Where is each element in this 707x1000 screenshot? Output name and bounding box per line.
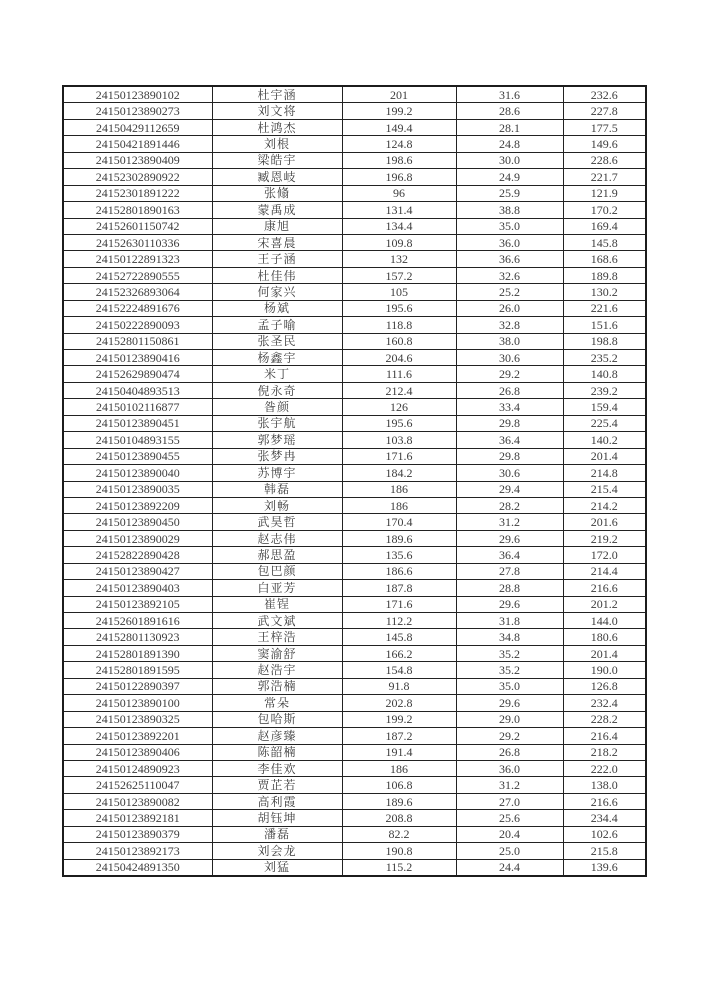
- table-cell-total: 139.6: [563, 859, 646, 876]
- table-cell-exam_id: 24150123890273: [63, 103, 212, 119]
- table-cell-score2: 28.8: [456, 580, 563, 596]
- table-cell-name: 赵浩宇: [212, 662, 342, 678]
- table-row: [63, 317, 646, 333]
- table-cell-total: 102.6: [563, 826, 646, 842]
- table-cell-score1: 187.8: [342, 580, 456, 596]
- table-cell-score2: 32.6: [456, 267, 563, 283]
- table-cell-score2: 31.2: [456, 777, 563, 793]
- table-cell-name: 刘根: [212, 136, 342, 152]
- table-cell-score2: 35.2: [456, 645, 563, 661]
- table-cell-exam_id: 24150123890409: [63, 152, 212, 168]
- table-cell-exam_id: 24150123890427: [63, 563, 212, 579]
- table-cell-total: 222.0: [563, 760, 646, 776]
- table-cell-name: 昝颜: [212, 399, 342, 415]
- table-cell-name: 杜鸿杰: [212, 119, 342, 135]
- table-cell-score1: 154.8: [342, 662, 456, 678]
- table-cell-score2: 30.0: [456, 152, 563, 168]
- table-cell-name: 陈韶楠: [212, 744, 342, 760]
- table-cell-score2: 28.2: [456, 497, 563, 513]
- table-cell-name: 武昊哲: [212, 514, 342, 530]
- table-cell-score2: 25.6: [456, 810, 563, 826]
- table-cell-score1: 115.2: [342, 859, 456, 876]
- table-cell-exam_id: 24150123890406: [63, 744, 212, 760]
- table-cell-exam_id: 24152302890922: [63, 169, 212, 185]
- table-cell-score1: 198.6: [342, 152, 456, 168]
- score-table-body: [63, 86, 646, 876]
- table-cell-name: 倪永奇: [212, 382, 342, 398]
- table-cell-total: 121.9: [563, 185, 646, 201]
- table-cell-name: 苏博宇: [212, 465, 342, 481]
- table-cell-name: 王梓浩: [212, 629, 342, 645]
- table-row: [63, 267, 646, 283]
- table-row: [63, 234, 646, 250]
- table-cell-total: 215.4: [563, 481, 646, 497]
- table-cell-exam_id: 24152822890428: [63, 547, 212, 563]
- table-cell-exam_id: 24150122891323: [63, 251, 212, 267]
- table-cell-score1: 111.6: [342, 366, 456, 382]
- table-cell-name: 杨鑫宇: [212, 350, 342, 366]
- table-row: [63, 465, 646, 481]
- table-cell-exam_id: 24150102116877: [63, 399, 212, 415]
- table-cell-name: 窦渝舒: [212, 645, 342, 661]
- table-cell-score2: 29.0: [456, 711, 563, 727]
- table-cell-score2: 25.2: [456, 284, 563, 300]
- table-cell-exam_id: 24150123890035: [63, 481, 212, 497]
- table-cell-score1: 212.4: [342, 382, 456, 398]
- table-cell-name: 张梦冉: [212, 448, 342, 464]
- table-row: [63, 629, 646, 645]
- table-cell-total: 169.4: [563, 218, 646, 234]
- table-row: [63, 514, 646, 530]
- table-cell-name: 包巴颜: [212, 563, 342, 579]
- table-cell-name: 王子涵: [212, 251, 342, 267]
- table-cell-total: 190.0: [563, 662, 646, 678]
- table-cell-score2: 30.6: [456, 350, 563, 366]
- table-cell-exam_id: 24150222890093: [63, 317, 212, 333]
- table-cell-exam_id: 24150429112659: [63, 119, 212, 135]
- table-cell-score1: 202.8: [342, 695, 456, 711]
- table-cell-score1: 160.8: [342, 333, 456, 349]
- score-table: [62, 85, 647, 877]
- table-cell-score1: 186: [342, 760, 456, 776]
- table-cell-total: 227.8: [563, 103, 646, 119]
- table-cell-total: 232.6: [563, 86, 646, 103]
- table-cell-total: 214.2: [563, 497, 646, 513]
- table-cell-exam_id: 24152301891222: [63, 185, 212, 201]
- table-cell-total: 235.2: [563, 350, 646, 366]
- table-cell-score1: 189.6: [342, 793, 456, 809]
- table-cell-exam_id: 24152801890163: [63, 202, 212, 218]
- table-cell-name: 崔锃: [212, 596, 342, 612]
- table-cell-name: 刘畅: [212, 497, 342, 513]
- table-row: [63, 711, 646, 727]
- table-cell-score1: 134.4: [342, 218, 456, 234]
- table-cell-total: 145.8: [563, 234, 646, 250]
- table-cell-name: 刘会龙: [212, 843, 342, 859]
- table-row: [63, 382, 646, 398]
- table-cell-score2: 28.1: [456, 119, 563, 135]
- table-cell-score2: 27.8: [456, 563, 563, 579]
- table-cell-score1: 149.4: [342, 119, 456, 135]
- table-cell-name: 包哈斯: [212, 711, 342, 727]
- table-cell-name: 杨斌: [212, 300, 342, 316]
- table-cell-score2: 31.2: [456, 514, 563, 530]
- table-row: [63, 530, 646, 546]
- table-row: [63, 202, 646, 218]
- table-cell-name: 宋喜晨: [212, 234, 342, 250]
- table-cell-score2: 26.8: [456, 382, 563, 398]
- table-row: [63, 119, 646, 135]
- table-cell-total: 201.4: [563, 448, 646, 464]
- table-cell-total: 215.8: [563, 843, 646, 859]
- table-row: [63, 843, 646, 859]
- table-cell-exam_id: 24152630110336: [63, 234, 212, 250]
- table-cell-total: 180.6: [563, 629, 646, 645]
- table-cell-score2: 29.2: [456, 366, 563, 382]
- table-cell-total: 201.6: [563, 514, 646, 530]
- table-row: [63, 218, 646, 234]
- table-cell-score2: 25.0: [456, 843, 563, 859]
- table-cell-total: 126.8: [563, 678, 646, 694]
- table-cell-name: 常朵: [212, 695, 342, 711]
- table-cell-name: 韩磊: [212, 481, 342, 497]
- table-cell-total: 221.6: [563, 300, 646, 316]
- table-cell-total: 214.4: [563, 563, 646, 579]
- table-cell-score1: 187.2: [342, 728, 456, 744]
- table-cell-score1: 109.8: [342, 234, 456, 250]
- table-cell-score2: 38.8: [456, 202, 563, 218]
- table-cell-exam_id: 24150123892209: [63, 497, 212, 513]
- table-cell-score1: 208.8: [342, 810, 456, 826]
- table-cell-score1: 186: [342, 497, 456, 513]
- table-cell-total: 228.2: [563, 711, 646, 727]
- table-cell-score1: 184.2: [342, 465, 456, 481]
- table-cell-name: 张宇航: [212, 415, 342, 431]
- table-cell-exam_id: 24152326893064: [63, 284, 212, 300]
- table-cell-score2: 36.4: [456, 547, 563, 563]
- table-row: [63, 333, 646, 349]
- table-row: [63, 366, 646, 382]
- table-cell-exam_id: 24150123890082: [63, 793, 212, 809]
- table-cell-total: 201.2: [563, 596, 646, 612]
- table-cell-name: 何家兴: [212, 284, 342, 300]
- table-cell-total: 189.8: [563, 267, 646, 283]
- table-row: [63, 350, 646, 366]
- table-row: [63, 859, 646, 876]
- table-row: [63, 251, 646, 267]
- table-cell-total: 219.2: [563, 530, 646, 546]
- table-row: [63, 728, 646, 744]
- table-cell-total: 151.6: [563, 317, 646, 333]
- table-row: [63, 399, 646, 415]
- table-cell-exam_id: 24152722890555: [63, 267, 212, 283]
- table-cell-name: 赵彦臻: [212, 728, 342, 744]
- table-row: [63, 169, 646, 185]
- table-cell-exam_id: 24152801150861: [63, 333, 212, 349]
- table-cell-name: 刘猛: [212, 859, 342, 876]
- table-cell-name: 郭浩楠: [212, 678, 342, 694]
- table-cell-total: 149.6: [563, 136, 646, 152]
- table-row: [63, 497, 646, 513]
- table-cell-exam_id: 24150123890451: [63, 415, 212, 431]
- table-row: [63, 596, 646, 612]
- table-row: [63, 136, 646, 152]
- table-cell-exam_id: 24150123890455: [63, 448, 212, 464]
- table-cell-score1: 199.2: [342, 711, 456, 727]
- table-cell-score2: 20.4: [456, 826, 563, 842]
- table-cell-name: 杜佳伟: [212, 267, 342, 283]
- table-cell-name: 白亚芳: [212, 580, 342, 596]
- table-cell-total: 130.2: [563, 284, 646, 300]
- table-cell-score2: 33.4: [456, 399, 563, 415]
- table-row: [63, 810, 646, 826]
- table-cell-total: 168.6: [563, 251, 646, 267]
- table-cell-score2: 29.4: [456, 481, 563, 497]
- table-row: [63, 432, 646, 448]
- table-cell-score1: 204.6: [342, 350, 456, 366]
- table-cell-total: 177.5: [563, 119, 646, 135]
- table-cell-score1: 191.4: [342, 744, 456, 760]
- table-cell-total: 218.2: [563, 744, 646, 760]
- table-cell-name: 武文斌: [212, 613, 342, 629]
- table-cell-score2: 29.6: [456, 596, 563, 612]
- table-cell-score2: 24.8: [456, 136, 563, 152]
- table-row: [63, 415, 646, 431]
- table-cell-score2: 26.8: [456, 744, 563, 760]
- table-cell-score1: 186.6: [342, 563, 456, 579]
- table-cell-score2: 36.6: [456, 251, 563, 267]
- table-cell-exam_id: 24150123890325: [63, 711, 212, 727]
- table-cell-exam_id: 24150123892173: [63, 843, 212, 859]
- table-cell-name: 杜宇涵: [212, 86, 342, 103]
- table-cell-score2: 32.8: [456, 317, 563, 333]
- table-row: [63, 547, 646, 563]
- table-cell-score1: 103.8: [342, 432, 456, 448]
- table-cell-score1: 190.8: [342, 843, 456, 859]
- table-cell-exam_id: 24150123890040: [63, 465, 212, 481]
- table-row: [63, 695, 646, 711]
- table-row: [63, 152, 646, 168]
- table-cell-exam_id: 24150404893513: [63, 382, 212, 398]
- table-cell-score2: 30.6: [456, 465, 563, 481]
- table-cell-exam_id: 24152629890474: [63, 366, 212, 382]
- table-cell-score1: 195.6: [342, 300, 456, 316]
- table-cell-score1: 96: [342, 185, 456, 201]
- table-cell-score2: 29.2: [456, 728, 563, 744]
- table-cell-score2: 27.0: [456, 793, 563, 809]
- table-cell-score1: 112.2: [342, 613, 456, 629]
- table-cell-exam_id: 24152625110047: [63, 777, 212, 793]
- table-cell-score1: 201: [342, 86, 456, 103]
- table-cell-name: 米丁: [212, 366, 342, 382]
- table-row: [63, 826, 646, 842]
- table-cell-score1: 145.8: [342, 629, 456, 645]
- table-cell-score1: 195.6: [342, 415, 456, 431]
- table-cell-name: 郭梦瑶: [212, 432, 342, 448]
- table-cell-score2: 26.0: [456, 300, 563, 316]
- table-cell-score2: 36.0: [456, 760, 563, 776]
- table-cell-name: 臧恩岐: [212, 169, 342, 185]
- table-row: [63, 448, 646, 464]
- table-row: [63, 645, 646, 661]
- table-cell-score2: 35.2: [456, 662, 563, 678]
- table-cell-total: 239.2: [563, 382, 646, 398]
- table-cell-exam_id: 24152224891676: [63, 300, 212, 316]
- table-cell-total: 172.0: [563, 547, 646, 563]
- table-cell-score2: 29.6: [456, 530, 563, 546]
- table-cell-score2: 31.6: [456, 86, 563, 103]
- table-cell-score2: 31.8: [456, 613, 563, 629]
- table-cell-score1: 171.6: [342, 448, 456, 464]
- table-cell-score2: 34.8: [456, 629, 563, 645]
- table-row: [63, 580, 646, 596]
- table-cell-exam_id: 24152801891595: [63, 662, 212, 678]
- table-cell-total: 232.4: [563, 695, 646, 711]
- table-cell-score1: 118.8: [342, 317, 456, 333]
- table-cell-score2: 29.6: [456, 695, 563, 711]
- table-cell-score2: 38.0: [456, 333, 563, 349]
- table-cell-score1: 157.2: [342, 267, 456, 283]
- table-cell-total: 234.4: [563, 810, 646, 826]
- table-cell-name: 康旭: [212, 218, 342, 234]
- table-cell-score1: 91.8: [342, 678, 456, 694]
- table-cell-exam_id: 24150421891446: [63, 136, 212, 152]
- table-cell-score1: 132: [342, 251, 456, 267]
- table-cell-exam_id: 24152801130923: [63, 629, 212, 645]
- table-cell-exam_id: 24150123890102: [63, 86, 212, 103]
- table-cell-score1: 171.6: [342, 596, 456, 612]
- table-cell-score1: 124.8: [342, 136, 456, 152]
- table-row: [63, 300, 646, 316]
- table-cell-exam_id: 24150123892201: [63, 728, 212, 744]
- table-row: [63, 613, 646, 629]
- table-cell-name: 高利霞: [212, 793, 342, 809]
- table-cell-score1: 105: [342, 284, 456, 300]
- table-row: [63, 793, 646, 809]
- table-cell-score2: 24.4: [456, 859, 563, 876]
- table-cell-exam_id: 24150123890403: [63, 580, 212, 596]
- table-cell-name: 贾芷若: [212, 777, 342, 793]
- table-row: [63, 662, 646, 678]
- table-cell-name: 李佳欢: [212, 760, 342, 776]
- table-cell-name: 郝思盈: [212, 547, 342, 563]
- table-cell-name: 潘磊: [212, 826, 342, 842]
- table-cell-total: 228.6: [563, 152, 646, 168]
- table-cell-total: 198.8: [563, 333, 646, 349]
- table-cell-score1: 131.4: [342, 202, 456, 218]
- table-row: [63, 678, 646, 694]
- table-cell-score1: 186: [342, 481, 456, 497]
- table-cell-total: 159.4: [563, 399, 646, 415]
- table-cell-exam_id: 24150122890397: [63, 678, 212, 694]
- table-cell-exam_id: 24150123890379: [63, 826, 212, 842]
- table-cell-exam_id: 24150123890416: [63, 350, 212, 366]
- table-cell-exam_id: 24150124890923: [63, 760, 212, 776]
- table-cell-exam_id: 24150123890100: [63, 695, 212, 711]
- table-cell-total: 140.8: [563, 366, 646, 382]
- table-cell-score2: 24.9: [456, 169, 563, 185]
- table-cell-exam_id: 24150424891350: [63, 859, 212, 876]
- table-cell-score2: 29.8: [456, 448, 563, 464]
- table-row: [63, 86, 646, 103]
- table-cell-name: 张圣民: [212, 333, 342, 349]
- table-cell-total: 140.2: [563, 432, 646, 448]
- table-cell-score2: 35.0: [456, 678, 563, 694]
- table-cell-score2: 36.0: [456, 234, 563, 250]
- table-row: [63, 744, 646, 760]
- table-cell-total: 170.2: [563, 202, 646, 218]
- table-cell-name: 梁皓宇: [212, 152, 342, 168]
- table-cell-score1: 135.6: [342, 547, 456, 563]
- table-cell-score1: 189.6: [342, 530, 456, 546]
- table-cell-total: 216.6: [563, 793, 646, 809]
- table-cell-exam_id: 24152601150742: [63, 218, 212, 234]
- table-cell-name: 张翛: [212, 185, 342, 201]
- table-cell-name: 蒙禹成: [212, 202, 342, 218]
- table-row: [63, 777, 646, 793]
- table-cell-score1: 196.8: [342, 169, 456, 185]
- table-row: [63, 563, 646, 579]
- table-cell-score1: 82.2: [342, 826, 456, 842]
- table-cell-name: 刘文将: [212, 103, 342, 119]
- table-cell-total: 214.8: [563, 465, 646, 481]
- table-cell-exam_id: 24150123890450: [63, 514, 212, 530]
- table-cell-total: 216.4: [563, 728, 646, 744]
- table-cell-score2: 28.6: [456, 103, 563, 119]
- table-cell-total: 201.4: [563, 645, 646, 661]
- table-cell-exam_id: 24150123892181: [63, 810, 212, 826]
- table-cell-exam_id: 24150104893155: [63, 432, 212, 448]
- table-cell-score1: 126: [342, 399, 456, 415]
- table-row: [63, 185, 646, 201]
- table-cell-name: 孟子喻: [212, 317, 342, 333]
- table-cell-score2: 25.9: [456, 185, 563, 201]
- table-cell-total: 225.4: [563, 415, 646, 431]
- table-cell-total: 221.7: [563, 169, 646, 185]
- table-cell-score1: 166.2: [342, 645, 456, 661]
- table-cell-total: 216.6: [563, 580, 646, 596]
- table-row: [63, 481, 646, 497]
- table-cell-exam_id: 24150123890029: [63, 530, 212, 546]
- table-cell-total: 138.0: [563, 777, 646, 793]
- table-cell-score2: 29.8: [456, 415, 563, 431]
- table-cell-exam_id: 24152601891616: [63, 613, 212, 629]
- table-cell-score2: 35.0: [456, 218, 563, 234]
- table-cell-total: 144.0: [563, 613, 646, 629]
- table-cell-name: 赵志伟: [212, 530, 342, 546]
- table-cell-name: 胡钰坤: [212, 810, 342, 826]
- table-row: [63, 103, 646, 119]
- table-cell-exam_id: 24152801891390: [63, 645, 212, 661]
- table-cell-exam_id: 24150123892105: [63, 596, 212, 612]
- table-row: [63, 760, 646, 776]
- table-cell-score1: 199.2: [342, 103, 456, 119]
- table-row: [63, 284, 646, 300]
- table-cell-score2: 36.4: [456, 432, 563, 448]
- table-cell-score1: 106.8: [342, 777, 456, 793]
- table-cell-score1: 170.4: [342, 514, 456, 530]
